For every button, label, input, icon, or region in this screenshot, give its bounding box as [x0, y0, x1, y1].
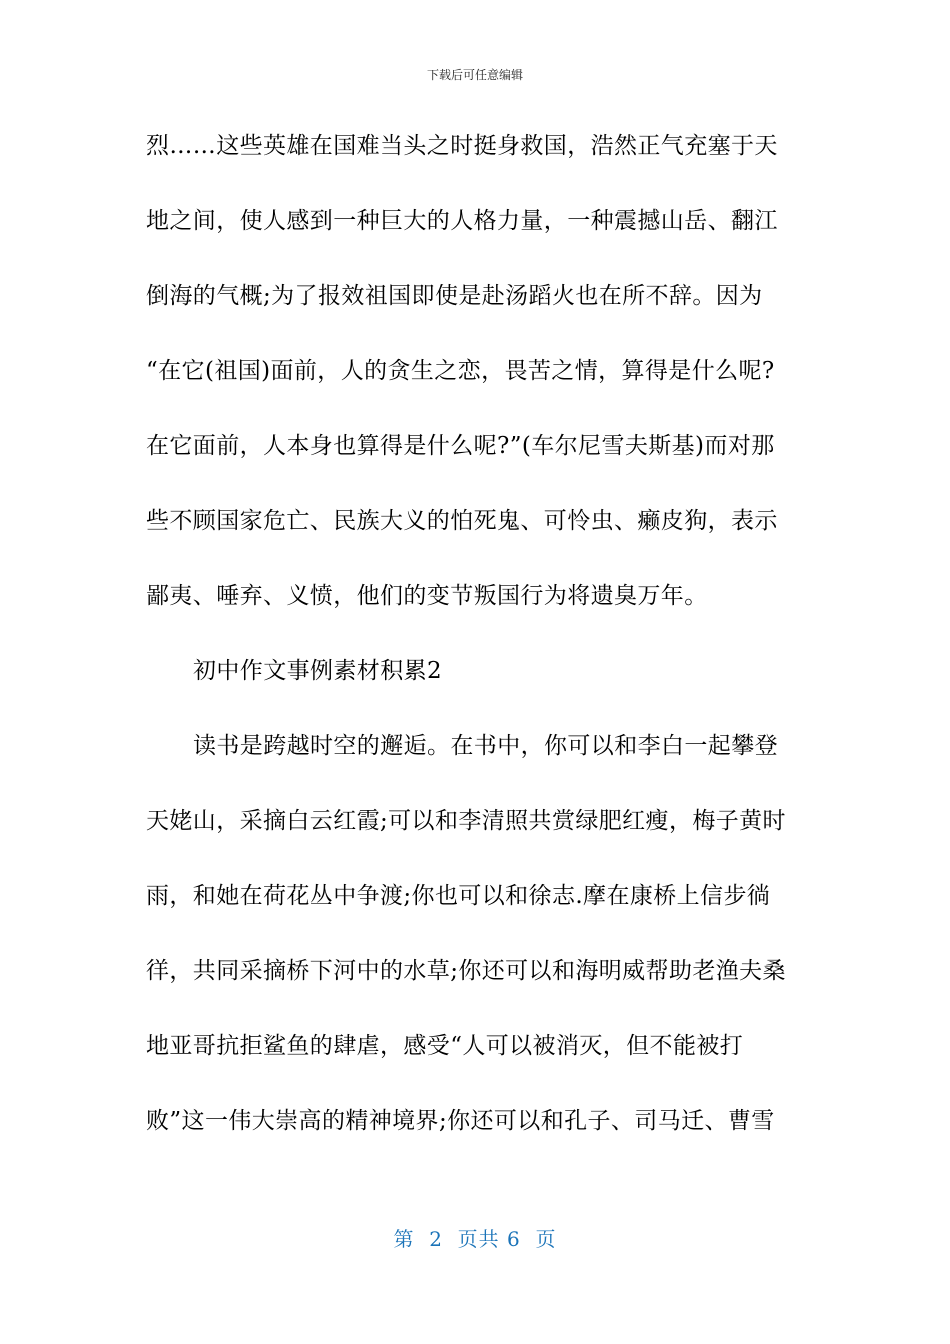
text-line: “在它(祖国)面前，人的贪生之恋，畏苦之情，算得是什么呢? — [146, 358, 775, 384]
text-line: 天姥山，采摘白云红霞;可以和李清照共赏绿肥红瘦，梅子黄时 — [146, 808, 786, 834]
text-line: 在它面前，人本身也算得是什么呢?”(车尔尼雪夫斯基)而对那 — [146, 433, 775, 459]
text-line: 败”这一伟大崇高的精神境界;你还可以和孔子、司马迁、曹雪 — [146, 1108, 775, 1134]
text-line: 烈……这些英雄在国难当头之时挺身救国，浩然正气充塞于天 — [146, 133, 778, 159]
text-line: 些不顾国家危亡、民族大义的怕死鬼、可怜虫、癞皮狗，表示 — [146, 508, 778, 534]
text-line: 徉，共同采摘桥下河中的水草;你还可以和海明威帮助老渔夫桑 — [146, 958, 786, 984]
text-line: 倒海的气概;为了报效祖国即使是赴汤蹈火也在所不辞。因为 — [146, 283, 763, 309]
text-line: 鄙夷、唾弃、义愤，他们的变节叛国行为将遗臭万年。 — [146, 583, 708, 609]
text-line: 地亚哥抗拒鲨鱼的肆虐，感受“人可以被消灭，但不能被打 — [146, 1033, 744, 1059]
section-heading: 初中作文事例素材积累2 — [193, 658, 443, 684]
page-header: 下载后可任意编辑 — [426, 68, 523, 82]
paragraph-start-line: 读书是跨越时空的邂逅。在书中，你可以和李白一起攀登 — [193, 733, 778, 759]
document-body — [146, 126, 806, 1176]
text-line: 地之间，使人感到一种巨大的人格力量，一种震撼山岳、翻江 — [146, 208, 778, 234]
page-number-footer: 第 2 页共 6 页 — [393, 1227, 557, 1251]
text-line: 雨，和她在荷花丛中争渡;你也可以和徐志.摩在康桥上信步徜 — [146, 883, 771, 909]
